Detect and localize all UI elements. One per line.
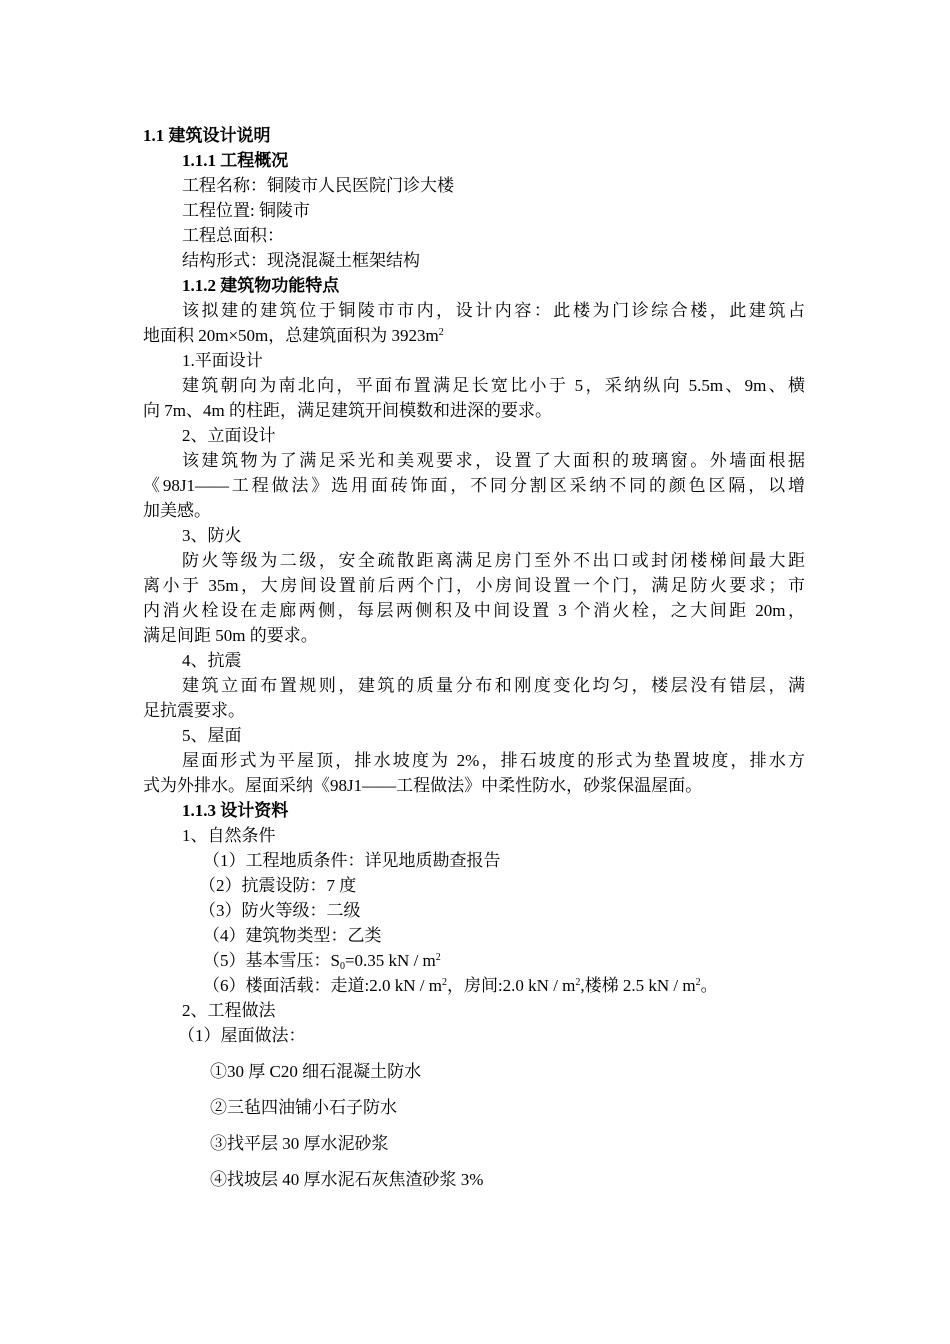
seismic-title: 4、抗震	[182, 651, 242, 670]
project-area: 工程总面积：	[182, 226, 284, 245]
condition-seismic: （2）抗震设防：7 度	[199, 876, 357, 895]
condition-floor-live-load: （6）楼面活载：走道:2.0 kN / $m^2$，房间:2.0 kN / $m^2$,楼梯 2.5 kN / $m^2$。	[203, 976, 718, 995]
plan-design-title: 1.平面设计	[182, 351, 263, 370]
condition-geology: （1）工程地质条件：详见地质勘查报告	[203, 851, 501, 870]
roof-layer-3: ③找平层 30 厚水泥砂浆	[210, 1134, 389, 1153]
fire-title: 3、防火	[182, 526, 242, 545]
roof-layer-2: ②三毡四油铺小石子防水	[210, 1098, 397, 1117]
heading-1-1-3: 1.1.3 设计资料	[182, 801, 289, 820]
roof-line-2: 式为外排水。屋面采纳《98J1——工程做法》中柔性防水，砂浆保温屋面。	[143, 776, 703, 795]
intro-line-2: 地面积 20m×50m，总建筑面积为 $3923m^2$	[143, 326, 444, 345]
seismic-line-2: 足抗震要求。	[143, 701, 245, 720]
structure-type: 结构形式：现浇混凝土框架结构	[182, 251, 420, 270]
fire-line-3: 内消火栓设在走廊两侧，每层两侧积及中间设置 3 个消火栓，之大间距 20m，	[143, 601, 805, 620]
project-location: 工程位置: 铜陵市	[182, 201, 310, 220]
roof-method-title: （1）屋面做法：	[178, 1026, 306, 1045]
roof-line-1: 屋面形式为平屋顶，排水坡度为 2%，排石坡度的形式为垫置坡度，排水方	[182, 751, 805, 770]
elevation-design-title: 2、立面设计	[182, 426, 276, 445]
roof-layer-4: ④找坡层 40 厚水泥石灰焦渣砂浆 3%	[210, 1170, 484, 1189]
plan-design-line-1: 建筑朝向为南北向，平面布置满足长宽比小于 5，采纳纵向 5.5m、9m、横	[182, 376, 805, 395]
elevation-design-line-3: 加美感。	[143, 501, 211, 520]
natural-conditions-title: 1、自然条件	[182, 826, 276, 845]
fire-line-1: 防火等级为二级，安全疏散距离满足房门至外不出口或封闭楼梯间最大距	[182, 551, 805, 570]
project-name: 工程名称：铜陵市人民医院门诊大楼	[182, 176, 454, 195]
elevation-design-line-2: 《98J1——工程做法》选用面砖饰面，不同分割区采纳不同的颜色区隔，以增	[143, 476, 805, 495]
seismic-line-1: 建筑立面布置规则，建筑的质量分布和刚度变化均匀，楼层没有错层，满	[182, 676, 805, 695]
plan-design-line-2: 向 7m、4m 的柱距，满足建筑开间模数和进深的要求。	[143, 401, 552, 420]
intro-line-1: 该拟建的建筑位于铜陵市市内，设计内容：此楼为门诊综合楼，此建筑占	[182, 301, 805, 320]
condition-building-type: （4）建筑物类型：乙类	[203, 926, 382, 945]
roof-layer-1: ①30 厚 C20 细石混凝土防水	[210, 1062, 422, 1081]
heading-1-1: 1.1 建筑设计说明	[143, 126, 271, 145]
condition-fire-grade: （3）防火等级：二级	[199, 901, 361, 920]
fire-line-2: 离小于 35m，大房间设置前后两个门，小房间设置一个门，满足防火要求；市	[143, 576, 805, 595]
heading-1-1-1: 1.1.1 工程概况	[182, 151, 289, 170]
condition-snow-load: （5）基本雪压：$S_0=0.35$ kN / $m^2$	[203, 951, 441, 972]
fire-line-4: 满足间距 50m 的要求。	[143, 626, 318, 645]
construction-methods-title: 2、工程做法	[182, 1001, 276, 1020]
heading-1-1-2: 1.1.2 建筑物功能特点	[182, 276, 340, 295]
roof-title: 5、屋面	[182, 726, 242, 745]
elevation-design-line-1: 该建筑物为了满足采光和美观要求，设置了大面积的玻璃窗。外墙面根据	[182, 451, 805, 470]
